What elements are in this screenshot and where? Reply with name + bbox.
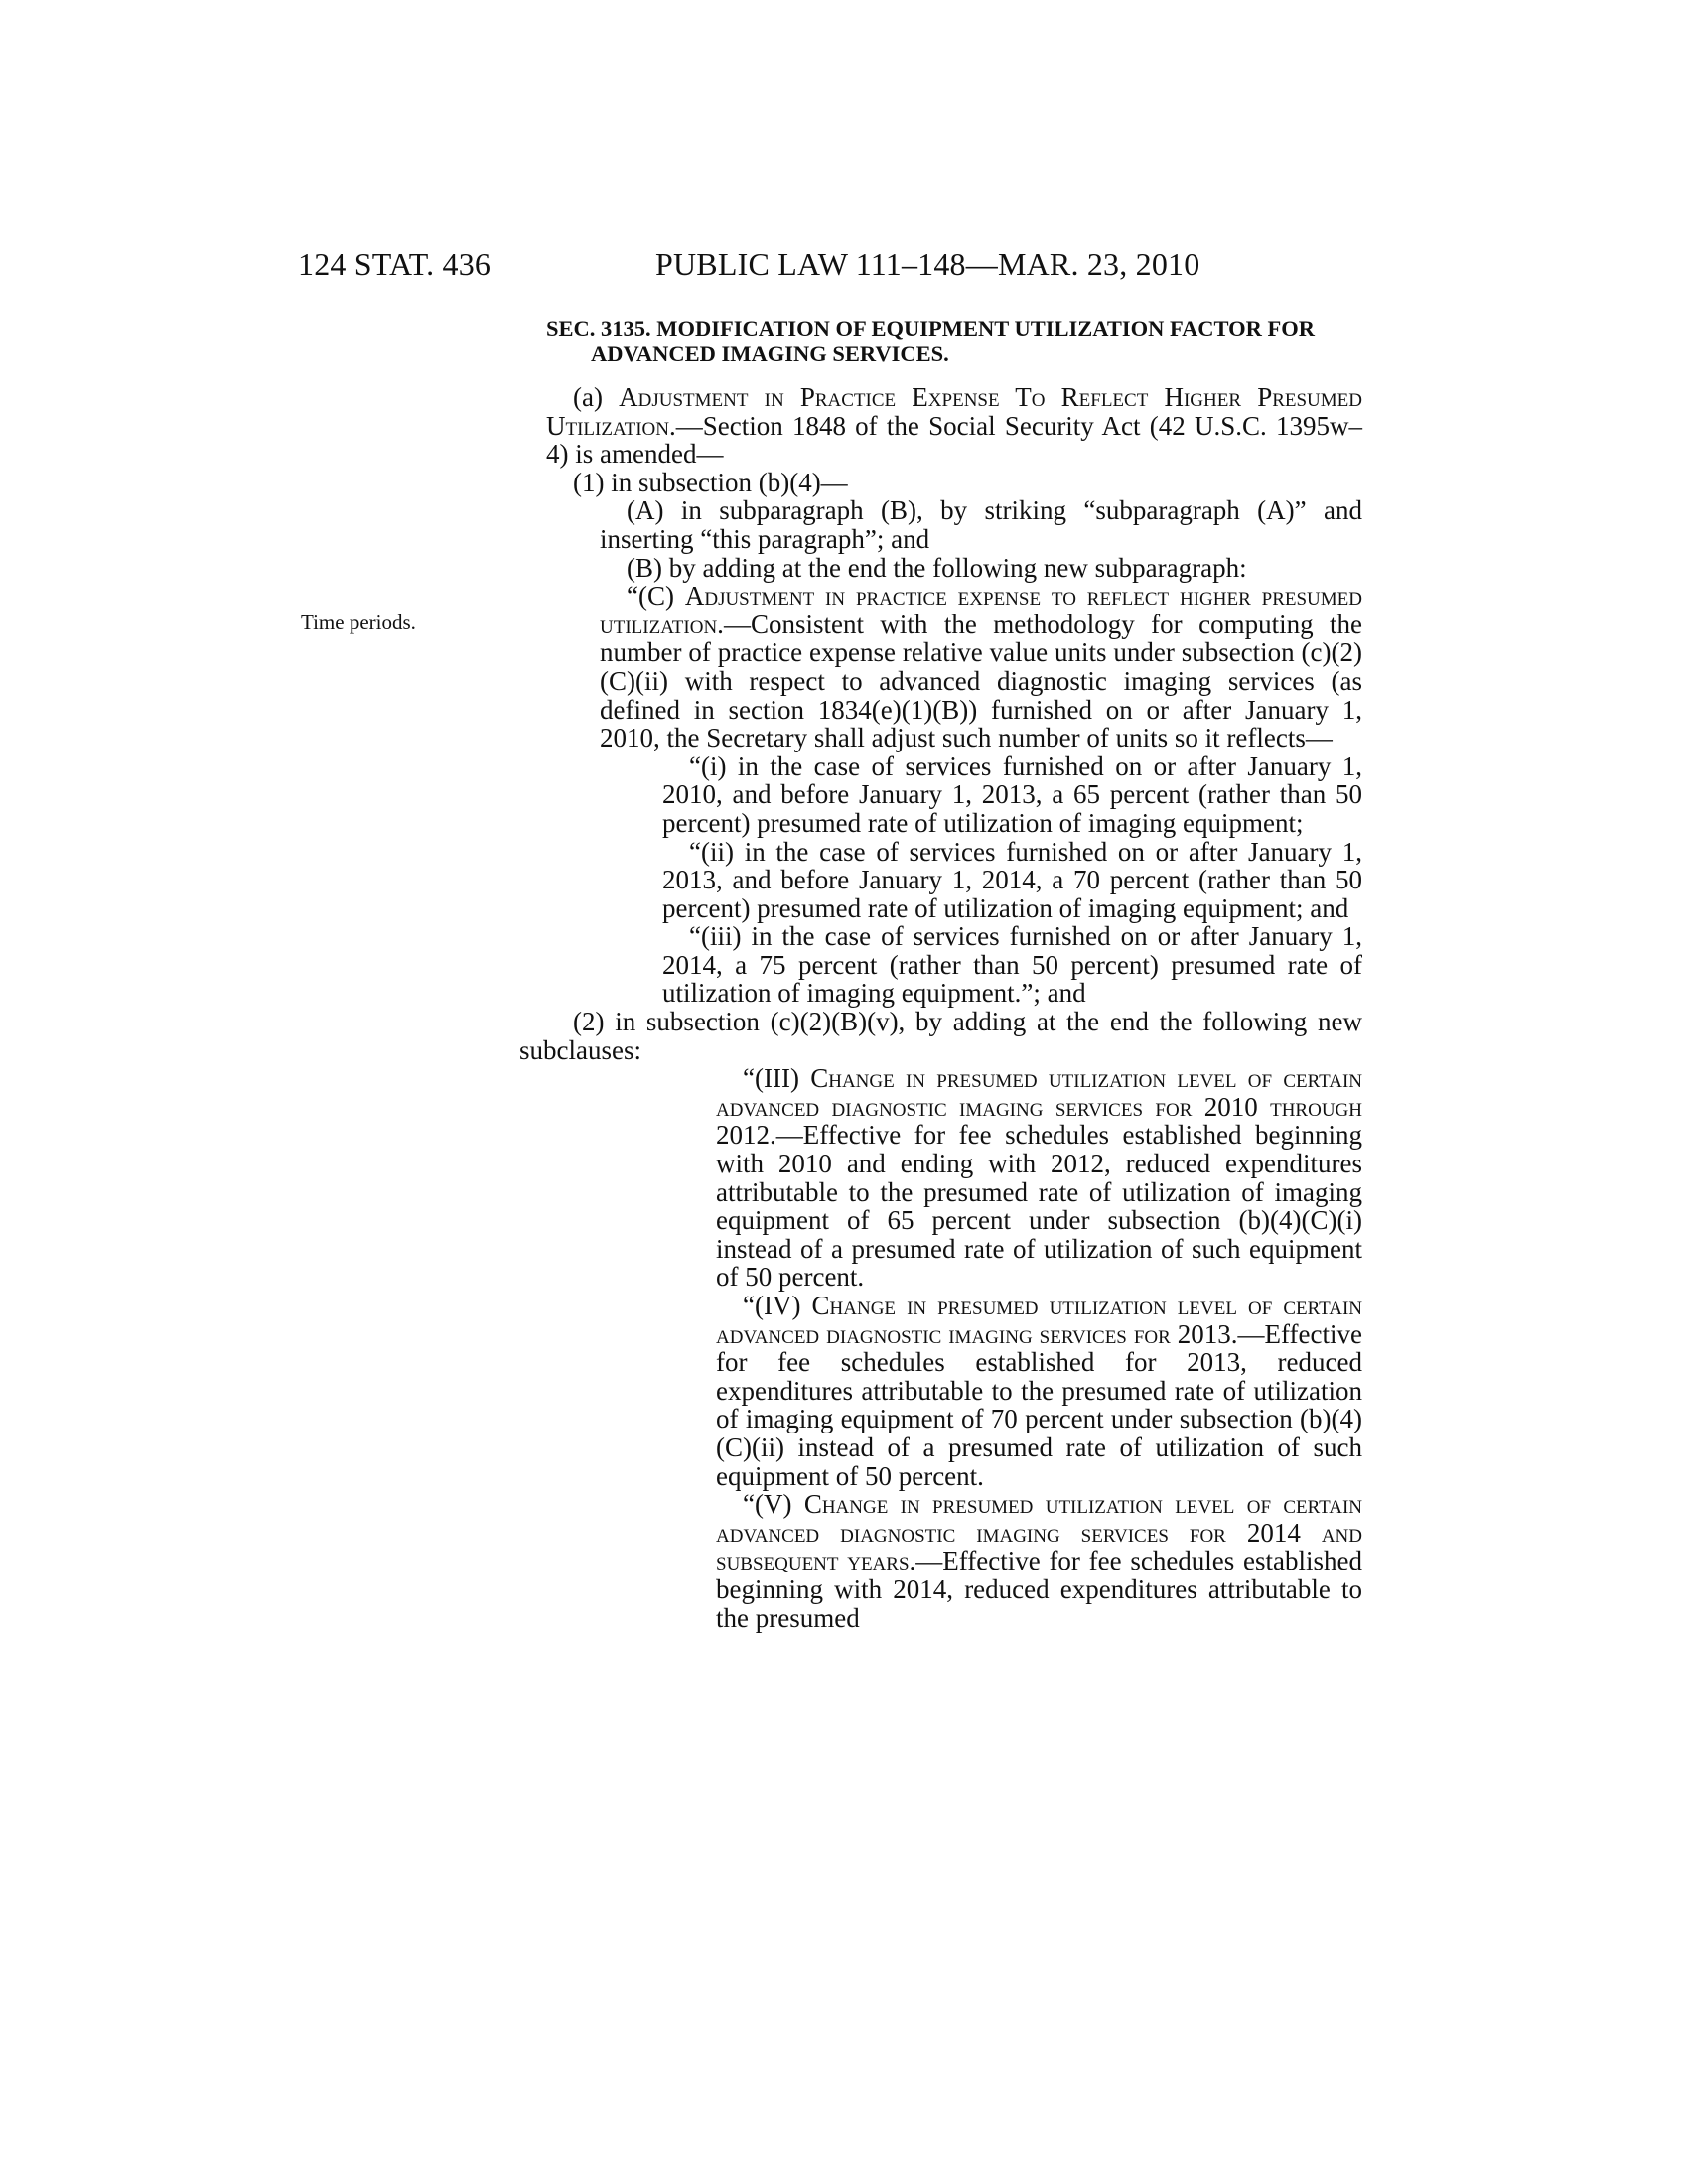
subclause-iii: “(III) Change in presumed utilization level of certain advanced diagnostic imaging services for 2010 through 2012.—Effective for fee schedules established beginning with 2010 and ending with 2012, reduced expenditures attributable to the presumed rate of utilization of imaging equipment of 65 percent under subsection (b)(4)(C)(i) instead of a presumed rate of utilization of such equipment of 50 percent. — [716, 1063, 1362, 1293]
clause-ii: “(ii) in the case of services furnished on or after January 1, 2013, and before January 1, 2014, a 70 percent (rather than 50 percent) presumed rate of utilization of imaging equipment; and — [662, 836, 1362, 923]
paragraph-1: (1) in subsection (b)(4)— — [573, 467, 848, 497]
subclause-v: “(V) Change in presumed utilization level of certain advanced diagnostic imaging services for 2014 and subsequent years.—Effective for fee schedules established beginning with 2014, reduced expenditures attributable to the presumed — [716, 1489, 1363, 1633]
subclause-iv: “(IV) Change in presumed utilization level of certain advanced diagnostic imaging services for 2013.—Effective for fee schedules established for 2013, reduced expenditures attributable to the presumed rate of utilization of imaging equipment of 70 percent under subsection (b)(4)(C)(ii) instead of a presumed rate of utilization of such equipment of 50 percent. — [716, 1291, 1362, 1491]
statute-page-reference: 124 STAT. 436 — [298, 246, 492, 282]
subsection-a: (a) Adjustment in Practice Expense To Reflect Higher Presumed Utilization.—Section 1848 of the Social Security Act (42 U.S.C. 1395w–4) is amended— — [546, 382, 1362, 470]
section-heading: SEC. 3135. MODIFICATION OF EQUIPMENT UTILIZATION FACTOR FOR ADVANCED IMAGING SERVICES. — [546, 316, 1316, 366]
section-body — [519, 316, 1363, 1633]
clause-iii: “(iii) in the case of services furnished on or after January 1, 2014, a 75 percent (rather than 50 percent) presumed rate of utilization of imaging equipment.”; and — [662, 921, 1362, 1009]
public-law-heading: PUBLIC LAW 111–148—MAR. 23, 2010 — [655, 246, 1200, 282]
paragraph-2: (2) in subsection (c)(2)(B)(v), by adding at the end the following new subclauses: — [519, 1007, 1362, 1065]
clause-i: “(i) in the case of services furnished on or after January 1, 2010, and before January 1, 2013, a 65 percent (rather than 50 percent) presumed rate of utilization of imaging equipment; — [662, 751, 1362, 838]
subparagraph-c: “(C) Adjustment in practice expense to reflect higher presumed utilization.—Consistent with the methodology for computing the number of practice expense relative value units under subsection (c)(2)(C)(ii) with respect to advanced diagnostic imaging services (as defined in section 1834(e)(1)(B)) furnished on or after January 1, 2010, the Secretary shall adjust such number of units so it reflects— — [600, 581, 1362, 753]
subparagraph-1a: (A) in subparagraph (B), by striking “subparagraph (A)” and inserting “this paragraph”; and — [600, 495, 1362, 554]
margin-note: Time periods. — [301, 611, 416, 634]
subparagraph-1b: (B) by adding at the end the following new subparagraph: — [627, 552, 1247, 583]
